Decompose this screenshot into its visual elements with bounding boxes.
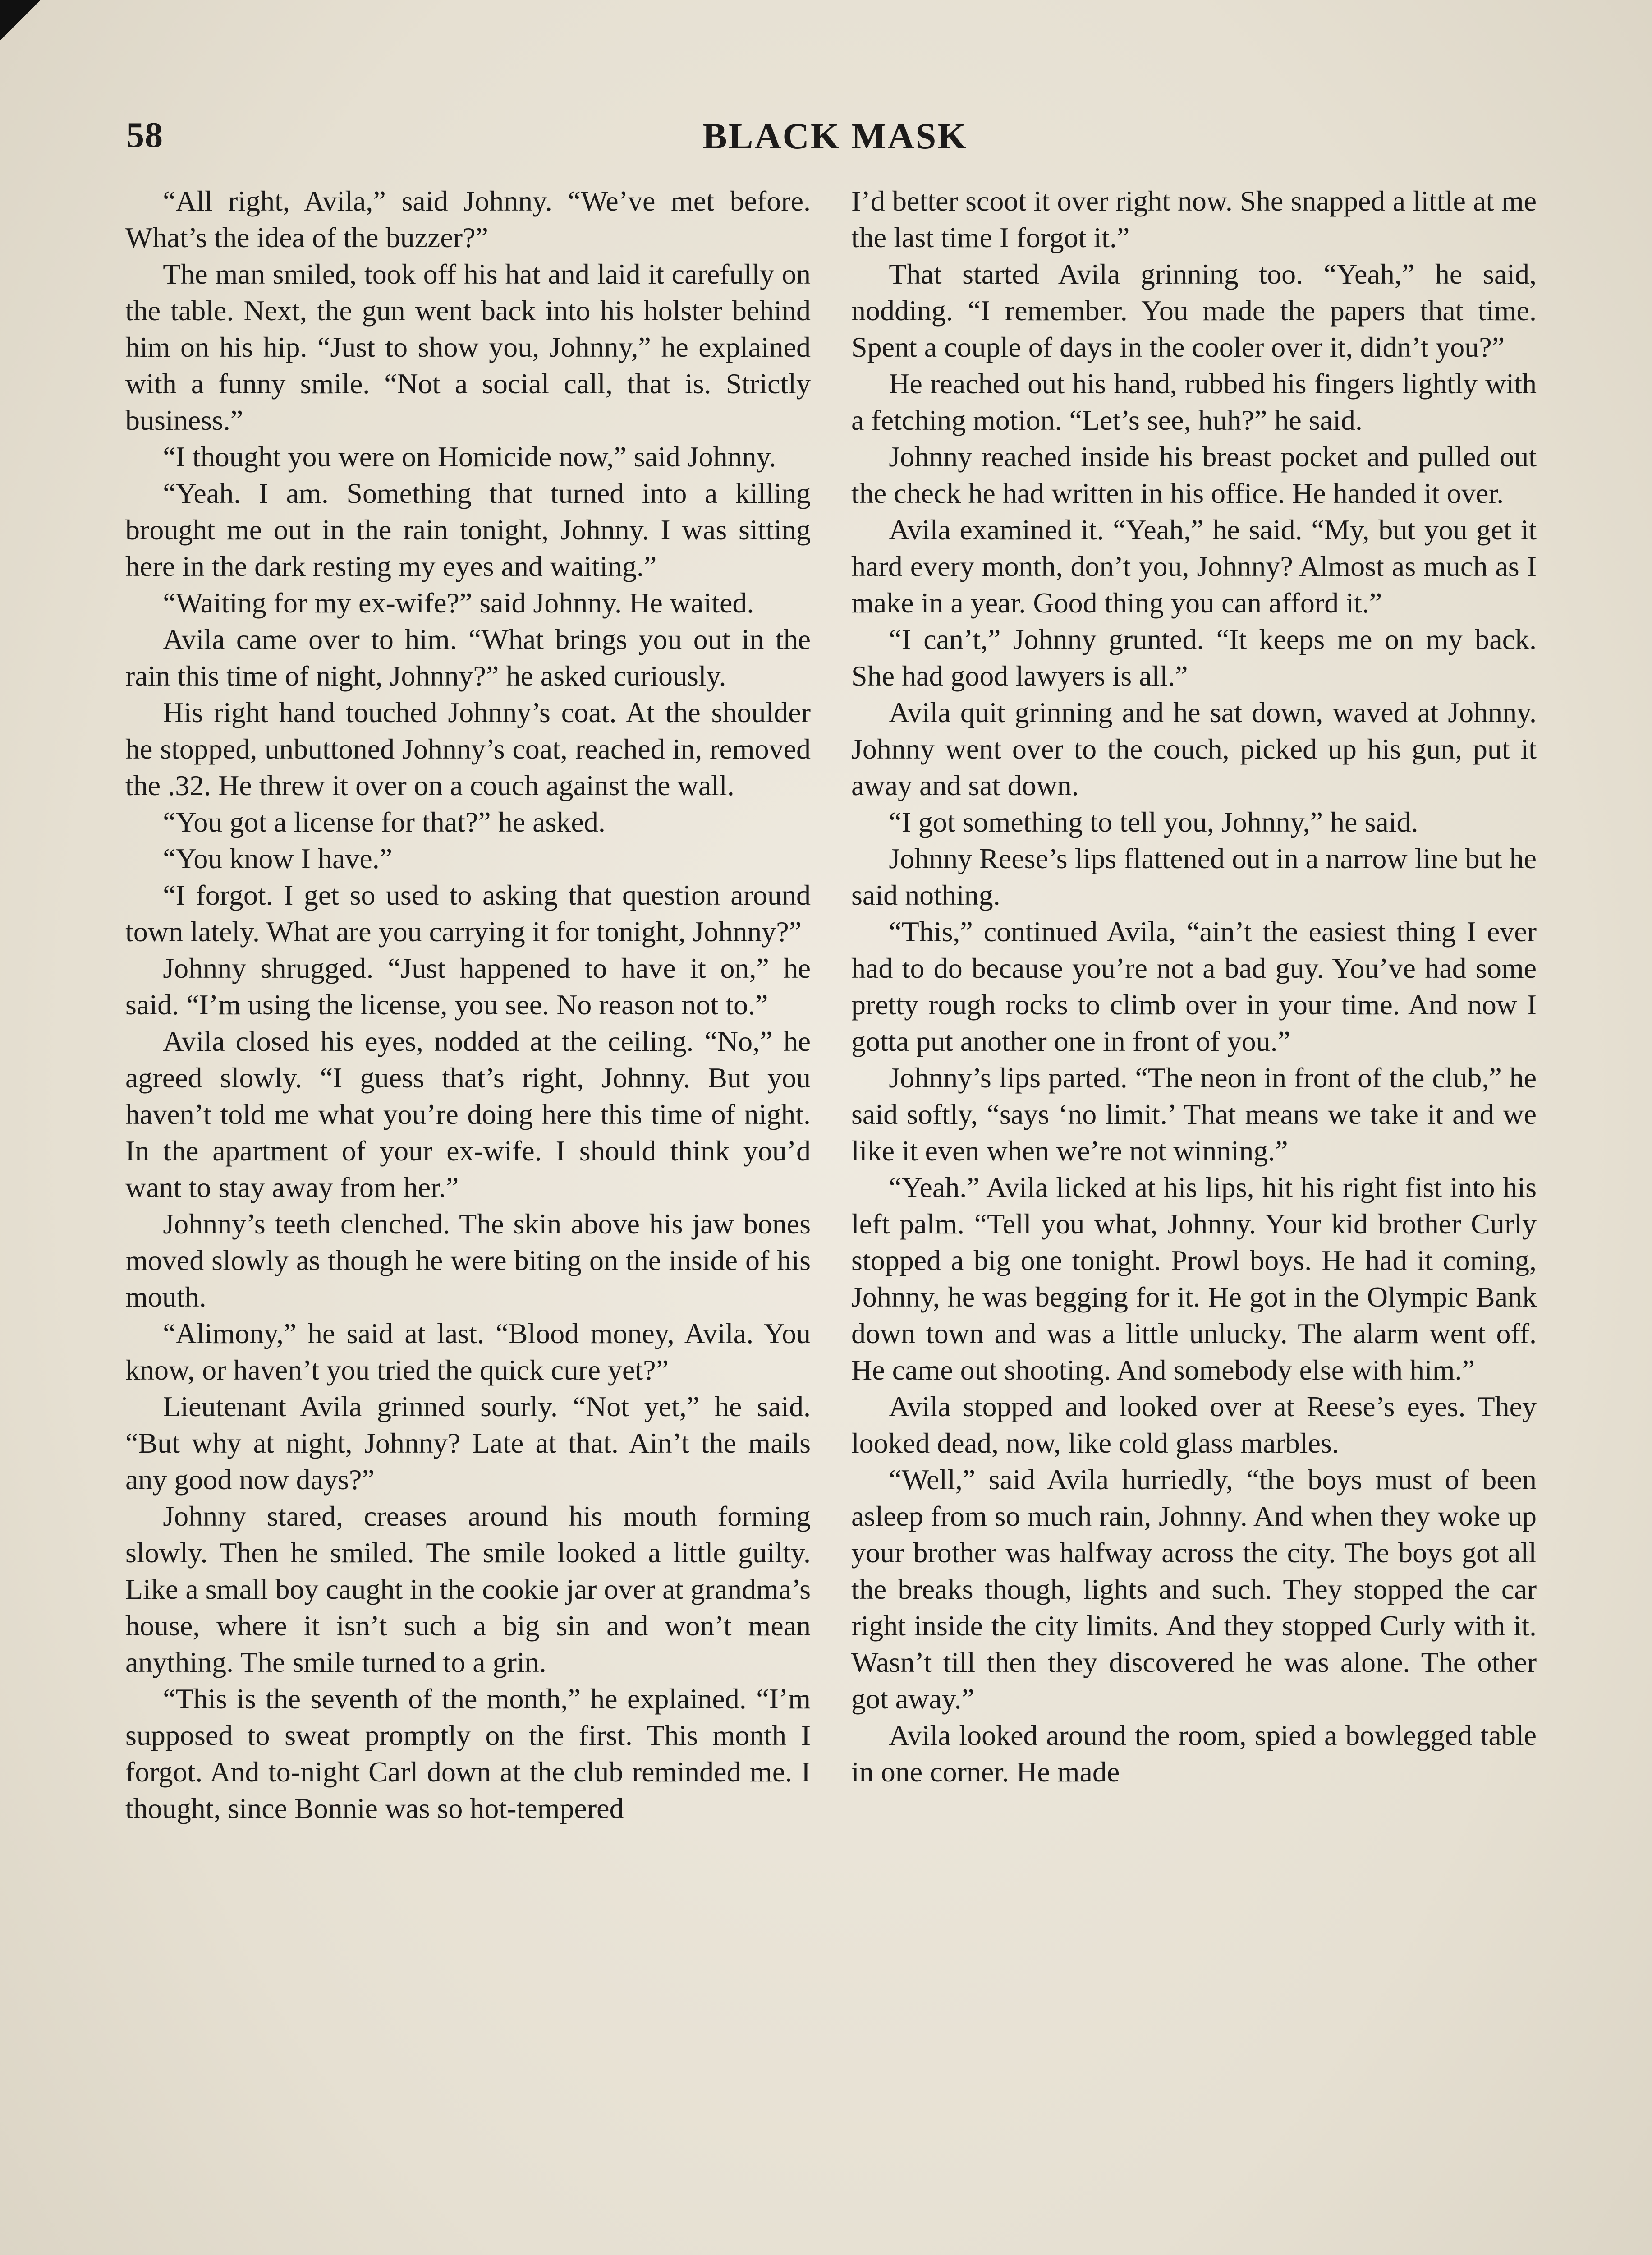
paragraph: “This,” continued Avila, “ain’t the easiest thing I ever had to do because you’re not a bad guy. You’ve had some pretty rough rocks to climb over in your time. And now I gotta put another one in front of you.” — [851, 916, 1537, 1057]
paragraph: Avila closed his eyes, nodded at the ceiling. “No,” he agreed slowly. “I guess that’s right, Johnny. But you haven’t told me what you’re doing here this time of night. In the apartment of your ex-wife. I should think you’d want to stay away from her.” — [125, 1025, 811, 1203]
magazine-title: BLACK MASK — [702, 115, 968, 156]
paragraph: That started Avila grinning too. “Yeah,” he said, nodding. “I remember. You made the papers that time. Spent a couple of days in the cooler over it, didn’t you?” — [851, 258, 1537, 363]
paragraph: Johnny shrugged. “Just happened to have it on,” he said. “I’m using the license, you see. No reason not to.” — [125, 952, 811, 1021]
paragraph: Lieutenant Avila grinned sourly. “Not yet,” he said. “But why at night, Johnny? Late at that. Ain’t the mails any good now days?” — [125, 1390, 811, 1496]
page-header — [126, 115, 1544, 169]
paragraph: “I forgot. I get so used to asking that question around town lately. What are you carrying it for tonight, Johnny?” — [125, 879, 811, 948]
paragraph: “You know I have.” — [163, 842, 393, 874]
paragraph: “All right, Avila,” said Johnny. “We’ve met before. What’s the idea of the buzzer?” — [125, 185, 811, 253]
paragraph: Avila looked around the room, spied a bowlegged table in one corner. He made — [851, 1719, 1537, 1788]
paragraph: Johnny’s teeth clenched. The skin above his jaw bones moved slowly as though he were biting on the inside of his mouth. — [125, 1208, 811, 1313]
torn-corner — [0, 0, 41, 41]
paragraph: He reached out his hand, rubbed his fingers lightly with a fetching motion. “Let’s see, huh?” he said. — [851, 368, 1537, 436]
text-column-left — [125, 183, 811, 1827]
paragraph: Johnny Reese’s lips flattened out in a narrow line but he said nothing. — [851, 842, 1537, 911]
paragraph: “I got something to tell you, Johnny,” he said. — [889, 806, 1418, 838]
paragraph: Avila came over to him. “What brings you out in the rain this time of night, Johnny?” he asked curiously. — [125, 623, 811, 692]
paragraph: “This is the seventh of the month,” he explained. “I’m supposed to sweat promptly on the first. This month I forgot. And to-night Carl down at the club reminded me. I thought, since Bonnie was so hot-tempered — [125, 1683, 811, 1824]
paragraph: I’d better scoot it over right now. She snapped a little at me the last time I forgot it.” — [851, 185, 1537, 253]
paragraph: Avila stopped and looked over at Reese’s eyes. They looked dead, now, like cold glass marbles. — [851, 1390, 1537, 1459]
paragraph: Johnny stared, creases around his mouth forming slowly. Then he smiled. The smile looked a little guilty. Like a small boy caught in the cookie jar over at grandma’s house, where it isn’t such a big sin and won’t mean anything. The smile turned to a grin. — [125, 1500, 811, 1678]
paragraph: “Waiting for my ex-wife?” said Johnny. He waited. — [163, 587, 754, 619]
paragraph: “Well,” said Avila hurriedly, “the boys must of been asleep from so much rain, Johnny. And when they woke up your brother was halfway across the city. The boys got all the breaks though, lights and such. They stopped the car right inside the city limits. And they stopped Curly with it. Wasn’t till then they discovered he was alone. The other got away.” — [851, 1463, 1537, 1715]
paragraph: “Yeah.” Avila licked at his lips, hit his right fist into his left palm. “Tell you what, Johnny. Your kid brother Curly stopped a big one tonight. Prowl boys. He had it coming, Johnny, he was begging for it. He got in the Olympic Bank down town and was a little unlucky. The alarm went off. He came out shooting. And somebody else with him.” — [851, 1171, 1537, 1386]
paragraph: His right hand touched Johnny’s coat. At the shoulder he stopped, unbuttoned Johnny’s coat, reached in, removed the .32. He threw it over on a couch against the wall. — [125, 696, 811, 801]
page-number: 58 — [126, 115, 163, 155]
paragraph: The man smiled, took off his hat and laid it carefully on the table. Next, the gun went back into his holster behind him on his hip. “Just to show you, Johnny,” he explained with a funny smile. “Not a social call, that is. Strictly business.” — [125, 258, 811, 436]
paragraph: “Yeah. I am. Something that turned into a killing brought me out in the rain tonight, Johnny. I was sitting here in the dark resting my eyes and waiting.” — [125, 477, 811, 582]
paragraph: Avila examined it. “Yeah,” he said. “My, but you get it hard every month, don’t you, Johnny? Almost as much as I make in a year. Good thing you can afford it.” — [851, 514, 1537, 619]
paragraph: “I thought you were on Homicide now,” said Johnny. — [163, 441, 776, 473]
paragraph: “You got a license for that?” he asked. — [163, 806, 606, 838]
paragraph: Johnny’s lips parted. “The neon in front of the club,” he said softly, “says ‘no limit.’ That means we take it and we like it even when we’re not winning.” — [851, 1062, 1537, 1167]
paragraph: Avila quit grinning and he sat down, waved at Johnny. Johnny went over to the couch, picked up his gun, put it away and sat down. — [851, 696, 1537, 801]
paragraph: “Alimony,” he said at last. “Blood money, Avila. You know, or haven’t you tried the quick cure yet?” — [125, 1317, 811, 1386]
paragraph: Johnny reached inside his breast pocket and pulled out the check he had written in his office. He handed it over. — [851, 441, 1537, 509]
text-column-right — [851, 183, 1537, 1790]
paragraph: “I can’t,” Johnny grunted. “It keeps me on my back. She had good lawyers is all.” — [851, 623, 1537, 692]
